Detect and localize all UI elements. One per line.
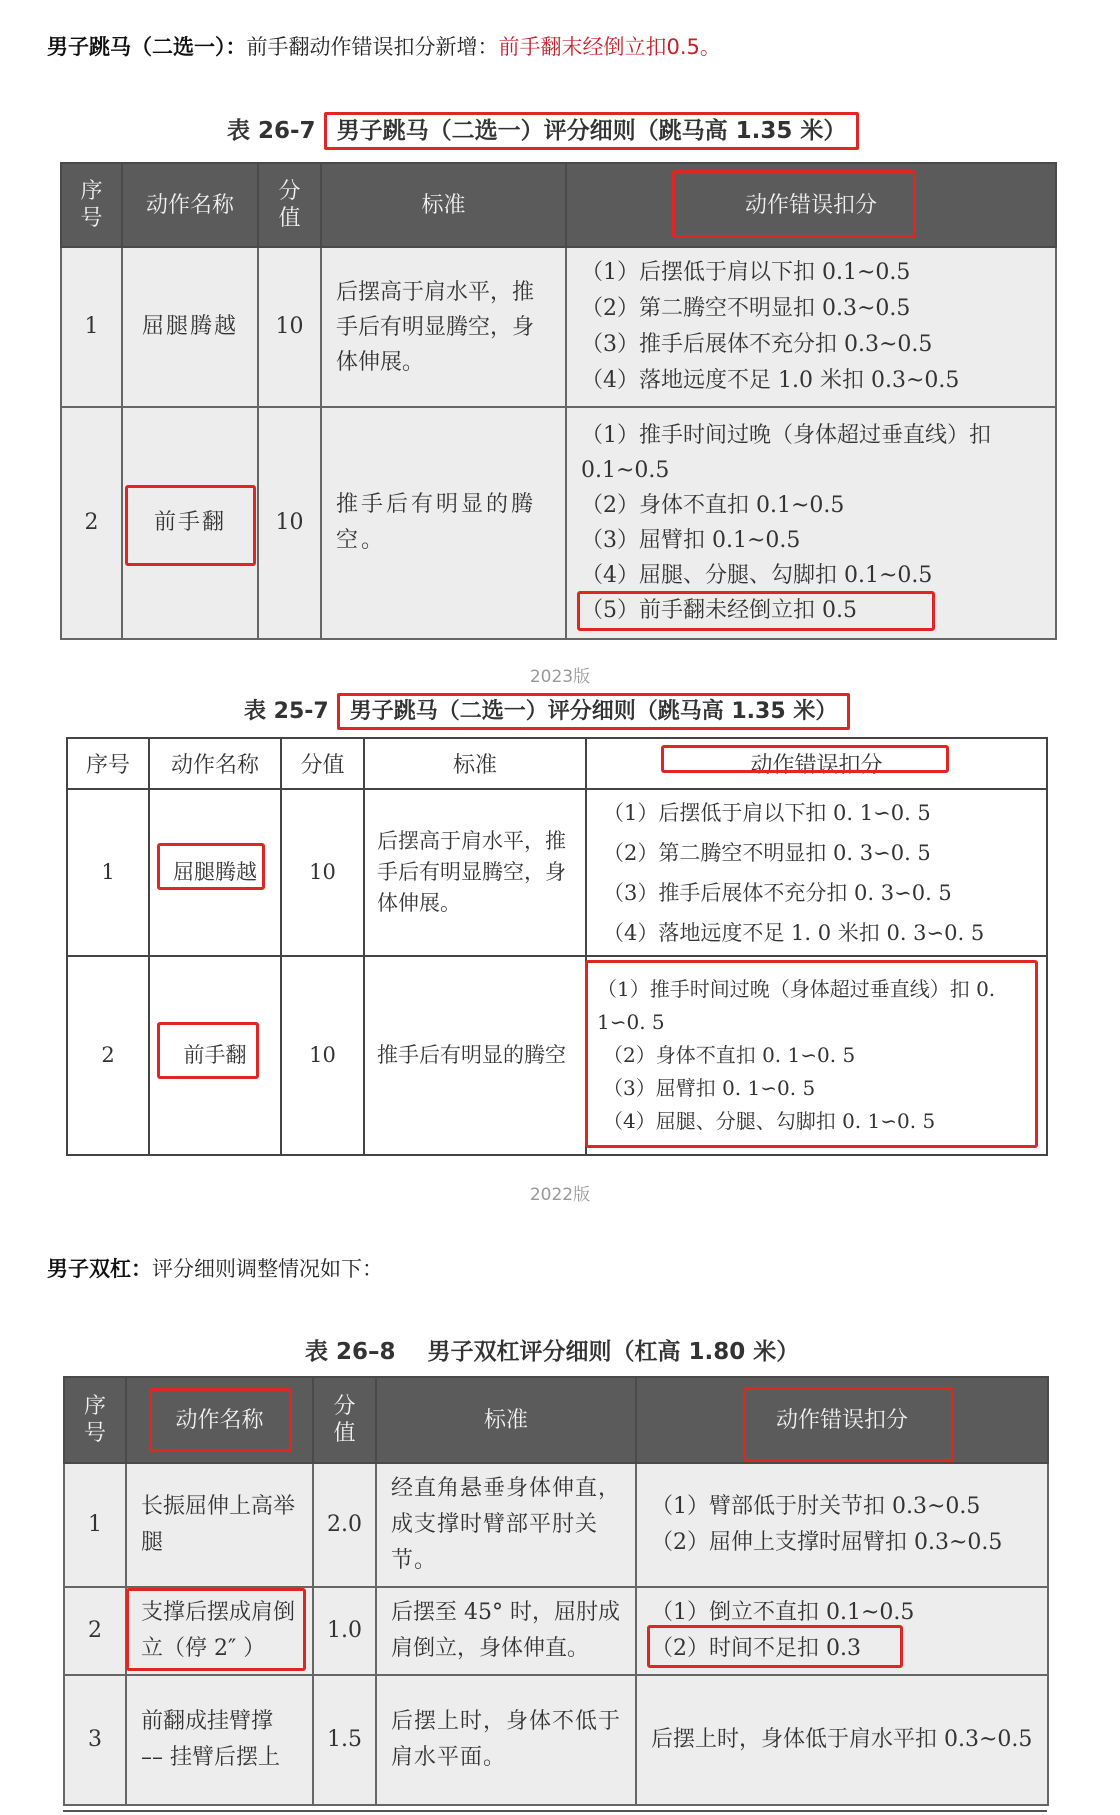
deduction-item: （2）身体不直扣 0.1~0.5: [581, 493, 845, 518]
deduction-item: （4）屈腿、分腿、勾脚扣 0.1~0.5: [581, 563, 933, 588]
table2-row2-name: 前手翻: [149, 956, 281, 1155]
table1-caption-title: 男子跳马（二选一）评分细则（跳马高 1.35 米）: [324, 112, 860, 150]
table2-row2-deductions: [586, 956, 1047, 1155]
deduction-item: （3）屈臂扣 0.1~0.5: [581, 528, 801, 553]
para2-text: 评分细则调整情况如下：: [152, 1257, 383, 1281]
deduction-item: （1）推手时间过晚（身体超过垂直线）扣 0. 1∽0. 5: [597, 977, 996, 1034]
intro-text: 前手翻动作错误扣分新增：: [246, 35, 499, 59]
table1-header-name: 动作名称: [122, 163, 258, 247]
deduction-item: （4）屈腿、分腿、勾脚扣 0. 1∽0. 5: [603, 1109, 936, 1133]
table3-header-score: 分值: [313, 1377, 376, 1463]
table-row: [64, 1675, 1048, 1805]
table1-version: 2023版: [529, 667, 591, 687]
table2-row1-deductions: [586, 789, 1047, 956]
table-row: [67, 956, 1047, 1155]
table3-row1-score: 2.0: [313, 1463, 376, 1587]
deduction-item: （1）臂部低于肘关节扣 0.3~0.5: [651, 1494, 981, 1519]
table1-caption-num: 表 26-7: [227, 118, 316, 144]
table1-header-deduction: 动作错误扣分: [566, 163, 1056, 247]
table2-header-deduction: 动作错误扣分: [586, 738, 1047, 789]
table2-caption-title: 男子跳马（二选一）评分细则（跳马高 1.35 米）: [337, 693, 851, 730]
deduction-item: （1）倒立不直扣 0.1~0.5: [651, 1600, 915, 1625]
table3-row3-standard: 后摆上时，身体不低于肩水平面。: [376, 1675, 636, 1805]
table-row: [64, 1463, 1048, 1587]
table1-row2-score: 10: [258, 407, 321, 639]
table2-caption-num: 表 25-7: [244, 699, 329, 724]
table2-row2-no: 2: [67, 956, 149, 1155]
table3-row3-deductions: [636, 1675, 1048, 1805]
table1: [60, 162, 1057, 640]
table3-row3-score: 1.5: [313, 1675, 376, 1805]
table1-row1-score: 10: [258, 247, 321, 407]
deduction-item: （1）后摆低于肩以下扣 0. 1∽0. 5: [603, 800, 931, 825]
deduction-item: （3）推手后展体不充分扣 0.3~0.5: [581, 332, 933, 357]
table3-row1-standard: 经直角悬垂身体伸直，成支撑时臂部平肘关节。: [376, 1463, 636, 1587]
table1-row1-deductions: [566, 247, 1056, 407]
table2-version: 2022版: [529, 1185, 591, 1205]
table3: [63, 1376, 1049, 1806]
table1-row1-standard: 后摆高于肩水平，推手后有明显腾空，身体伸展。: [321, 247, 566, 407]
bottom-divider: [63, 1810, 1047, 1812]
table-row: [64, 1587, 1048, 1675]
deduction-item: （3）推手后展体不充分扣 0. 3∽0. 5: [603, 880, 952, 905]
para2-bold: 男子双杠：: [47, 1257, 152, 1281]
table-row: [67, 789, 1047, 956]
table3-header-no: 序号: [64, 1377, 126, 1463]
deduction-item: （2）身体不直扣 0. 1∽0. 5: [603, 1043, 856, 1067]
table3-header-standard: 标准: [376, 1377, 636, 1463]
deduction-item: （4）落地远度不足 1.0 米扣 0.3~0.5: [581, 368, 960, 393]
deduction-item: （2）时间不足扣 0.3: [651, 1636, 861, 1661]
table1-row2-no: 2: [61, 407, 122, 639]
table2-row2-standard: 推手后有明显的腾空: [364, 956, 586, 1155]
table2-row1-no: 1: [67, 789, 149, 956]
table1-row2-standard: 推手后有明显的腾空。: [321, 407, 566, 639]
intro-highlight: 前手翻末经倒立扣0.5。: [498, 35, 721, 59]
parallel-bars-paragraph: [47, 1254, 383, 1284]
table3-row2-deductions: [636, 1587, 1048, 1675]
table3-row1-deductions: [636, 1463, 1048, 1587]
table1-header-standard: 标准: [321, 163, 566, 247]
deduction-item: （2）屈伸上支撑时屈臂扣 0.3~0.5: [651, 1530, 1003, 1555]
table3-caption: 表 26–8 男子双杠评分细则（杠高 1.80 米）: [305, 1339, 800, 1365]
table2: [66, 737, 1048, 1156]
table3-row1-no: 1: [64, 1463, 126, 1587]
table3-row1-name: 长振屈伸上高举腿: [126, 1463, 313, 1587]
deduction-item: （1）后摆低于肩以下扣 0.1~0.5: [581, 260, 911, 285]
deduction-item: 后摆上时，身体低于肩水平扣 0.3~0.5: [651, 1727, 1033, 1752]
deduction-item: （1）推手时间过晚（身体超过垂直线）扣 0.1~0.5: [581, 423, 991, 483]
intro-paragraph: [47, 32, 721, 62]
table3-row2-standard: 后摆至 45° 时，屈肘成肩倒立，身体伸直。: [376, 1587, 636, 1675]
table2-header-row: [67, 738, 1047, 789]
table1-header-no: 序号: [61, 163, 122, 247]
table1-row1-name: 屈腿腾越: [122, 247, 258, 407]
table3-row2-name: 支撑后摆成肩倒立（停 2″ ）: [126, 1587, 313, 1675]
table1-row1-no: 1: [61, 247, 122, 407]
table3-row2-score: 1.0: [313, 1587, 376, 1675]
table-row: [61, 247, 1056, 407]
table2-header-standard: 标准: [364, 738, 586, 789]
table1-caption: [227, 112, 859, 145]
table2-caption: [244, 694, 850, 725]
table3-header-row: [64, 1377, 1048, 1463]
table2-row1-standard: 后摆高于肩水平，推手后有明显腾空，身体伸展。: [364, 789, 586, 956]
table3-header-name: 动作名称: [126, 1377, 313, 1463]
table2-row1-score: 10: [281, 789, 364, 956]
table1-header-row: [61, 163, 1056, 247]
deduction-item: （2）第二腾空不明显扣 0. 3∽0. 5: [603, 840, 931, 865]
table2-header-no: 序号: [67, 738, 149, 789]
table1-row2-name: 前手翻: [122, 407, 258, 639]
table3-row3-name: 前翻成挂臂撑 –– 挂臂后摆上: [126, 1675, 313, 1805]
table-row: [61, 407, 1056, 639]
table2-row2-score: 10: [281, 956, 364, 1155]
table1-header-score: 分值: [258, 163, 321, 247]
table3-row2-no: 2: [64, 1587, 126, 1675]
intro-bold: 男子跳马（二选一）：: [47, 35, 247, 59]
deduction-item: （3）屈臂扣 0. 1∽0. 5: [603, 1076, 816, 1100]
table2-header-score: 分值: [281, 738, 364, 789]
deduction-item: （2）第二腾空不明显扣 0.3~0.5: [581, 296, 911, 321]
table1-row2-deductions: [566, 407, 1056, 639]
table3-row3-no: 3: [64, 1675, 126, 1805]
table3-header-deduction: 动作错误扣分: [636, 1377, 1048, 1463]
deduction-item: （4）落地远度不足 1. 0 米扣 0. 3∽0. 5: [603, 920, 985, 945]
deduction-item: （5）前手翻未经倒立扣 0.5: [581, 598, 857, 623]
table2-header-name: 动作名称: [149, 738, 281, 789]
table2-row1-name: 屈腿腾越: [149, 789, 281, 956]
